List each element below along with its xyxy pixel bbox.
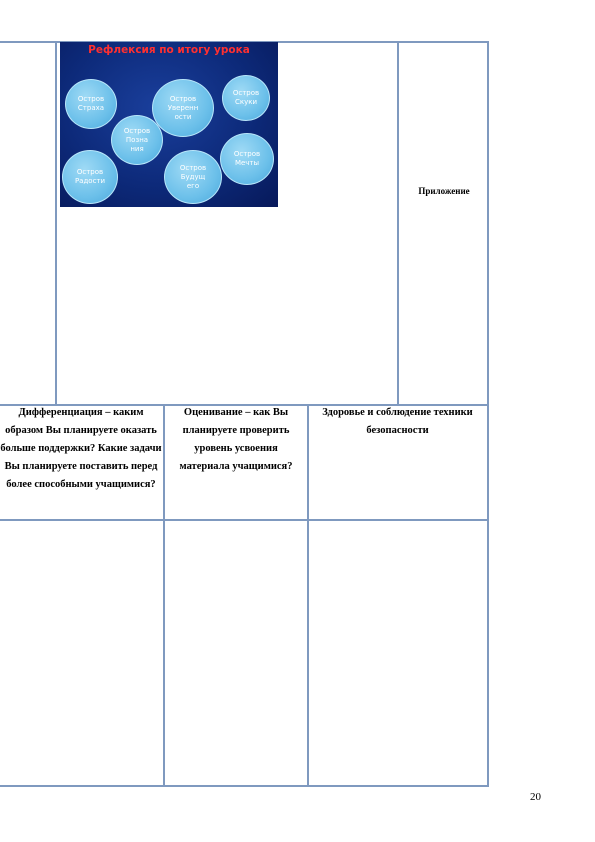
island-future: Остров Будущ его — [164, 150, 222, 204]
reflection-slide-image — [60, 42, 278, 207]
island-confidence: Остров Уверенн ости — [152, 79, 214, 137]
assessment-header: Оценивание – как Вы планируете проверить уровень усвоения материала учащимися? — [179, 407, 293, 472]
island-boredom: Остров Скуки — [222, 75, 270, 121]
island-cognition: Остров Позна ния — [111, 115, 163, 165]
table-col-divider-1 — [55, 41, 57, 405]
island-fear: Остров Страха — [65, 79, 117, 129]
page-number: 20 — [530, 791, 541, 803]
table-col-divider-4 — [307, 404, 309, 787]
differentiation-header: Дифференциация – каким образом Вы планируете оказать больше поддержки? Какие задачи Вы планируете поставить перед более способными учащимися? — [0, 407, 162, 490]
table-row-divider-2 — [0, 519, 489, 521]
table-right-border — [487, 41, 489, 787]
island-dream: Остров Мечты — [220, 133, 274, 185]
table-bottom-border — [0, 785, 489, 787]
table-col-divider-2 — [397, 41, 399, 405]
appendix-label: Приложение — [418, 186, 470, 196]
slide-title: Рефлексия по итогу урока — [88, 44, 250, 56]
safety-header: Здоровье и соблюдение техники безопасности — [322, 407, 473, 436]
island-joy: Остров Радости — [62, 150, 118, 204]
table-col-divider-3 — [163, 404, 165, 787]
